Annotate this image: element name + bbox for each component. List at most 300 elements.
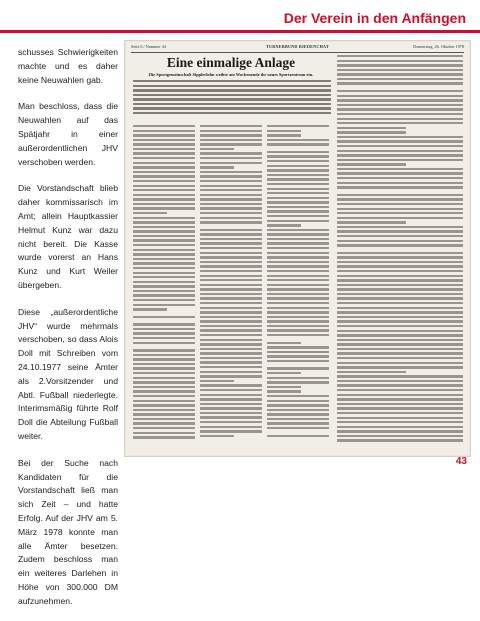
page-number: 43 — [455, 456, 467, 467]
text-line — [267, 165, 329, 167]
text-line — [200, 371, 262, 373]
masthead-rule — [131, 52, 464, 53]
text-line — [337, 131, 406, 133]
text-line — [337, 316, 463, 318]
text-line — [200, 171, 262, 173]
text-line — [200, 403, 262, 405]
text-line — [337, 297, 463, 299]
text-line — [267, 360, 329, 362]
text-line — [133, 152, 195, 154]
text-line — [337, 439, 463, 441]
text-line — [133, 139, 195, 141]
text-line — [337, 403, 463, 405]
text-line — [267, 413, 329, 415]
text-line — [267, 201, 329, 203]
text-line — [133, 249, 195, 251]
text-line — [133, 413, 195, 415]
text-line — [133, 332, 195, 334]
text-line — [200, 180, 262, 182]
text-line — [133, 299, 195, 301]
text-line — [200, 339, 262, 341]
body-paragraph: Diese „außerordentliche JHV“ wurde mehrmals verschoben, so dass Alois Doll mit Schreiben vom 24.10.1977 seine Ämter als 2.Vorsitzender und Abtl. Fußball niederlegte. Interimsmäßig führte Rolf Doll die Abteilung Fußball weiter. — [18, 306, 118, 441]
text-line — [200, 348, 262, 350]
text-line — [200, 279, 262, 281]
text-line — [133, 372, 195, 374]
text-line — [133, 267, 195, 269]
text-line — [337, 384, 463, 386]
header-rule — [0, 30, 480, 33]
text-line — [337, 198, 463, 200]
text-line — [200, 416, 262, 418]
text-line — [133, 166, 195, 168]
text-line — [133, 290, 195, 292]
text-line — [337, 288, 463, 290]
text-line — [337, 389, 463, 391]
text-line — [337, 136, 463, 138]
text-line — [133, 185, 195, 187]
text-line — [200, 375, 262, 377]
text-line — [133, 171, 195, 173]
text-line — [200, 407, 262, 409]
text-line — [133, 395, 195, 397]
text-line — [200, 162, 262, 164]
text-line — [133, 203, 195, 205]
newspaper-column — [337, 55, 463, 444]
text-line — [267, 307, 329, 309]
text-line — [200, 247, 262, 249]
text-line — [200, 320, 262, 322]
text-line — [200, 275, 262, 277]
text-line — [337, 270, 463, 272]
body-paragraph: schusses Schwierigkeiten machte und es daher keine Neuwahlen gab. — [18, 47, 118, 85]
text-line — [267, 427, 329, 429]
text-line — [133, 89, 331, 91]
text-line — [337, 325, 463, 327]
text-line — [200, 430, 262, 432]
text-line — [267, 381, 329, 383]
text-line — [267, 174, 329, 176]
text-line — [133, 143, 195, 145]
text-line — [337, 182, 463, 184]
text-line — [200, 343, 262, 345]
text-line — [200, 307, 262, 309]
text-line — [200, 302, 262, 304]
text-line — [200, 284, 262, 286]
text-line — [337, 73, 463, 75]
text-line — [337, 140, 463, 142]
text-line — [133, 337, 195, 339]
text-line — [200, 194, 262, 196]
text-line — [200, 185, 262, 187]
newspaper-column — [200, 125, 262, 442]
text-line — [200, 238, 262, 240]
text-line — [337, 339, 463, 341]
text-line — [337, 217, 463, 219]
text-line — [200, 288, 262, 290]
text-line — [200, 261, 262, 263]
text-line — [267, 386, 301, 388]
text-line — [200, 148, 234, 150]
text-line — [267, 265, 329, 267]
text-line — [337, 366, 463, 368]
text-line — [337, 348, 463, 350]
text-line — [133, 198, 195, 200]
text-line — [267, 329, 329, 331]
text-line — [337, 407, 463, 409]
text-line — [267, 229, 329, 231]
text-line — [133, 107, 331, 109]
text-line — [200, 389, 262, 391]
text-line — [267, 256, 329, 258]
text-line — [267, 134, 301, 136]
text-line — [337, 256, 463, 258]
text-line — [133, 377, 195, 379]
text-line — [200, 157, 262, 159]
text-line — [133, 157, 195, 159]
text-line — [337, 108, 463, 110]
text-line — [133, 253, 195, 255]
text-line — [267, 261, 329, 263]
text-line — [337, 343, 463, 345]
text-line — [267, 334, 329, 336]
text-line — [200, 134, 262, 136]
text-line — [337, 230, 463, 232]
text-line — [133, 354, 195, 356]
text-line — [133, 418, 195, 420]
body-paragraph: Die Vorstandschaft blieb daher kommissarisch im Amt; allein Hauptkassier Helmut Kunz war dazu nicht bereit. Die Kasse wurde vorerst an Hans Kunz und Kurt Weiler übergeben. — [18, 183, 118, 290]
text-line — [200, 394, 262, 396]
text-line — [200, 329, 262, 331]
text-line — [133, 175, 195, 177]
text-line — [267, 316, 329, 318]
text-line — [133, 285, 195, 287]
text-line — [200, 421, 262, 423]
text-line — [267, 409, 329, 411]
text-line — [267, 220, 329, 222]
text-line — [133, 436, 195, 438]
text-line — [267, 242, 329, 244]
text-line — [200, 384, 262, 386]
paragraph-gap — [200, 439, 262, 442]
text-line — [337, 435, 463, 437]
text-line — [200, 398, 262, 400]
text-line — [200, 139, 262, 141]
text-line — [200, 334, 262, 336]
text-line — [133, 400, 195, 402]
text-line — [337, 279, 463, 281]
text-line — [337, 357, 463, 359]
text-line — [200, 217, 262, 219]
text-line — [267, 435, 329, 437]
text-line — [337, 275, 463, 277]
text-line — [200, 361, 262, 363]
text-line — [200, 252, 262, 254]
text-line — [337, 194, 463, 196]
text-line — [267, 183, 329, 185]
text-line — [267, 270, 329, 272]
text-line — [133, 386, 195, 388]
text-line — [267, 188, 329, 190]
text-line — [337, 307, 463, 309]
text-line — [133, 212, 167, 214]
newspaper-lead-text — [133, 80, 331, 120]
text-line — [337, 412, 463, 414]
text-line — [337, 417, 463, 419]
text-line — [267, 160, 329, 162]
text-line — [337, 127, 406, 129]
text-line — [267, 206, 329, 208]
text-line — [337, 311, 463, 313]
text-line — [337, 226, 463, 228]
text-line — [337, 375, 463, 377]
text-line — [337, 186, 463, 188]
text-line — [267, 197, 329, 199]
text-line — [337, 421, 463, 423]
text-line — [267, 143, 329, 145]
text-line — [200, 242, 262, 244]
text-line — [337, 394, 463, 396]
text-line — [133, 85, 331, 87]
text-line — [267, 422, 329, 424]
text-line — [133, 226, 195, 228]
text-line — [267, 342, 301, 344]
text-line — [200, 233, 262, 235]
text-line — [337, 334, 463, 336]
text-line — [267, 169, 329, 171]
text-line — [337, 284, 463, 286]
body-text-column — [18, 46, 118, 621]
text-line — [200, 352, 262, 354]
text-line — [200, 166, 234, 168]
text-line — [200, 212, 262, 214]
text-line — [337, 122, 463, 124]
text-line — [133, 342, 195, 344]
text-line — [133, 381, 195, 383]
text-line — [133, 281, 195, 283]
text-line — [267, 252, 329, 254]
text-line — [337, 302, 463, 304]
text-line — [200, 229, 262, 231]
text-line — [267, 215, 329, 217]
text-line — [267, 155, 329, 157]
text-line — [267, 139, 329, 141]
text-line — [133, 367, 195, 369]
text-line — [337, 99, 463, 101]
body-paragraph: Bei der Suche nach Kandidaten für die Vorstandschaft ließ man sich Zeit – und hatte Erfolg. Auf der JHV am 5. März 1978 konnte man alle Ämter besetzen. Zudem beschloss man ein weiteres Darlehen in Höhe von 300.000 DM aufzunehmen. — [18, 457, 118, 606]
text-line — [200, 203, 262, 205]
text-line — [337, 55, 463, 57]
text-line — [133, 180, 195, 182]
text-line — [267, 233, 329, 235]
text-line — [200, 297, 262, 299]
text-line — [337, 168, 463, 170]
text-line — [337, 159, 463, 161]
text-line — [267, 293, 329, 295]
text-line — [337, 118, 463, 120]
text-line — [133, 134, 195, 136]
text-line — [133, 239, 195, 241]
text-line — [200, 189, 262, 191]
text-line — [133, 328, 195, 330]
text-line — [200, 316, 262, 318]
text-line — [200, 426, 262, 428]
text-line — [267, 178, 329, 180]
text-line — [200, 412, 262, 414]
text-line — [133, 207, 195, 209]
text-line — [267, 125, 329, 127]
masthead-left: Seite 6 / Nummer 44 — [131, 44, 166, 49]
text-line — [337, 426, 463, 428]
text-line — [133, 80, 331, 82]
text-line — [133, 308, 167, 310]
text-line — [133, 390, 195, 392]
text-line — [337, 252, 463, 254]
text-line — [337, 60, 463, 62]
text-line — [337, 172, 463, 174]
text-line — [133, 130, 195, 132]
text-line — [337, 104, 463, 106]
text-line — [267, 284, 329, 286]
text-line — [337, 430, 463, 432]
text-line — [267, 224, 301, 226]
text-line — [267, 395, 329, 397]
text-line — [200, 143, 262, 145]
newspaper-subheadline: Die Sportgemeinschaft Sipplerlohn weihte am Wochenende ihr neues Sportzentrum ein. — [148, 72, 314, 77]
text-line — [267, 288, 329, 290]
text-line — [133, 189, 195, 191]
text-line — [337, 244, 463, 246]
text-line — [267, 325, 329, 327]
text-line — [133, 427, 195, 429]
text-line — [337, 203, 463, 205]
text-line — [267, 275, 329, 277]
text-line — [337, 235, 463, 237]
newspaper-column — [133, 125, 195, 441]
text-line — [133, 316, 195, 318]
text-line — [337, 221, 406, 223]
text-line — [337, 78, 463, 80]
text-line — [133, 235, 195, 237]
text-line — [133, 230, 195, 232]
newspaper-headline: Eine einmalige Anlage — [166, 55, 296, 70]
text-line — [133, 162, 195, 164]
text-line — [133, 304, 195, 306]
text-line — [133, 422, 195, 424]
text-line — [267, 238, 329, 240]
text-line — [267, 355, 329, 357]
text-line — [267, 351, 329, 353]
text-line — [133, 404, 195, 406]
text-line — [267, 210, 329, 212]
text-line — [133, 358, 195, 360]
text-line — [200, 152, 262, 154]
text-line — [337, 69, 463, 71]
text-line — [200, 175, 262, 177]
text-line — [133, 258, 195, 260]
masthead-right: Donnerstag, 26. Oktober 1978 — [413, 44, 464, 49]
text-line — [337, 163, 406, 165]
text-line — [133, 363, 195, 365]
text-line — [337, 154, 463, 156]
text-line — [133, 98, 331, 100]
text-line — [133, 221, 195, 223]
text-line — [200, 221, 262, 223]
newspaper-column — [267, 125, 329, 439]
text-line — [337, 398, 463, 400]
text-line — [267, 311, 329, 313]
text-line — [200, 293, 262, 295]
text-line — [337, 240, 463, 242]
text-line — [267, 367, 329, 369]
text-line — [200, 380, 234, 382]
text-line — [133, 323, 195, 325]
text-line — [133, 272, 195, 274]
text-line — [337, 90, 463, 92]
text-line — [337, 265, 463, 267]
text-line — [267, 418, 329, 420]
text-line — [267, 372, 301, 374]
text-line — [337, 371, 406, 373]
text-line — [200, 265, 262, 267]
text-line — [133, 94, 331, 96]
text-line — [200, 256, 262, 258]
text-line — [337, 177, 463, 179]
text-line — [200, 130, 262, 132]
text-line — [200, 198, 262, 200]
masthead-center: TURNERBUND RIEDENCHAT — [266, 44, 329, 49]
text-line — [200, 270, 262, 272]
text-line — [267, 151, 329, 153]
text-line — [267, 390, 301, 392]
text-line — [200, 207, 262, 209]
text-line — [337, 113, 463, 115]
text-line — [267, 247, 329, 249]
text-line — [337, 145, 463, 147]
text-line — [133, 125, 195, 127]
text-line — [133, 103, 331, 105]
text-line — [337, 352, 463, 354]
text-line — [200, 311, 262, 313]
text-line — [267, 302, 329, 304]
text-line — [267, 400, 329, 402]
body-paragraph: Man beschloss, dass die Neuwahlen auf das Spätjahr in einer außerordentlichen JHV verschoben werden. — [18, 101, 118, 167]
text-line — [337, 208, 463, 210]
chapter-title: Der Verein in den Anfängen — [283, 10, 466, 26]
text-line — [337, 64, 463, 66]
text-line — [337, 261, 463, 263]
text-line — [200, 125, 262, 127]
text-line — [133, 217, 195, 219]
text-line — [200, 366, 262, 368]
text-line — [133, 349, 195, 351]
text-line — [267, 320, 329, 322]
text-line — [337, 380, 463, 382]
text-line — [337, 330, 463, 332]
text-line — [267, 130, 301, 132]
text-line — [267, 192, 329, 194]
text-line — [267, 346, 329, 348]
text-line — [133, 276, 195, 278]
text-line — [337, 95, 463, 97]
text-line — [200, 325, 262, 327]
text-line — [337, 293, 463, 295]
text-line — [133, 194, 195, 196]
text-line — [133, 244, 195, 246]
text-line — [337, 82, 463, 84]
text-line — [133, 294, 195, 296]
text-line — [133, 112, 331, 114]
text-line — [337, 150, 463, 152]
